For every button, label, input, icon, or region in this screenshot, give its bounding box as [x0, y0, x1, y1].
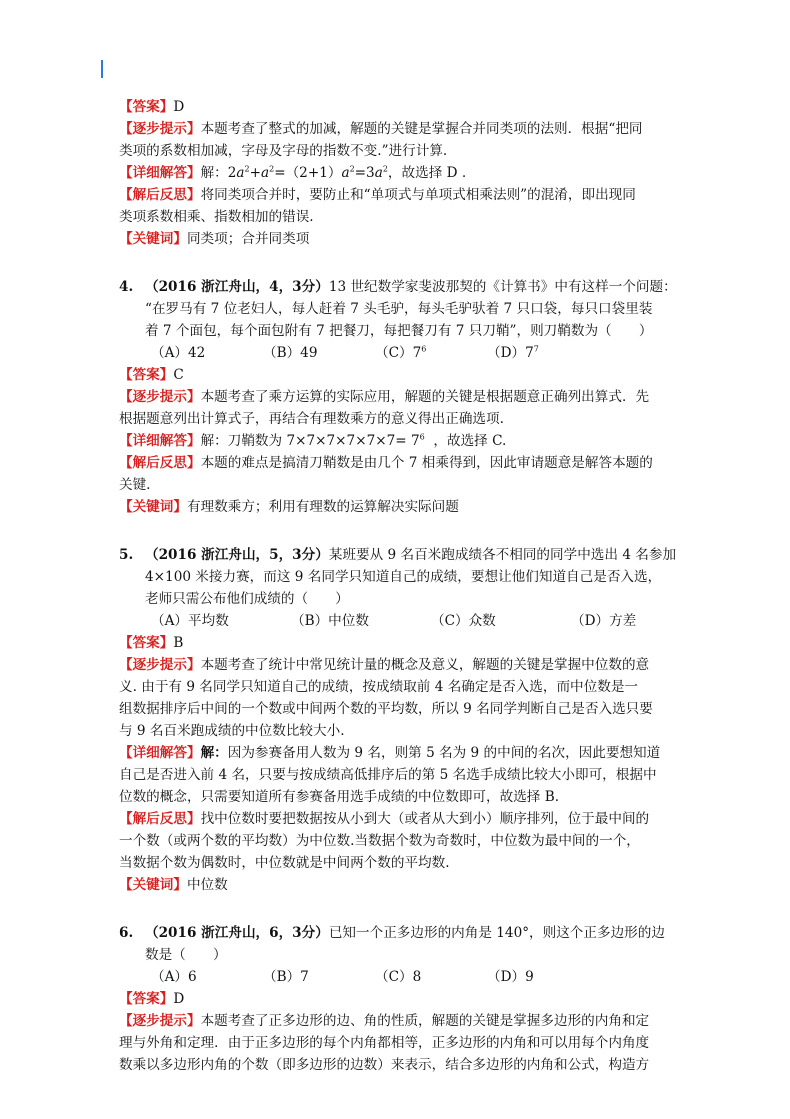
q5-source: （2016 浙江舟山，5，3分） — [145, 547, 329, 563]
q3-answer-line — [119, 96, 679, 118]
q6-source: （2016 浙江舟山，6，3分） — [145, 925, 329, 941]
q4-source: （2016 浙江舟山，4，3分） — [145, 279, 329, 295]
q3-hint-text: 本题考查了整式的加减，解题的关键是掌握合并同类项的法则．根据“把同 — [200, 121, 643, 137]
q6-hint-line-3: 数乘以多边形内角的个数（即多边形的边数）来表示，结合多边形的内角和公式，构造方 — [119, 1057, 650, 1073]
q5-hint-line-3: 组数据排序后中间的一个数或中间两个数的平均数，所以 9 名同学判断自己是否入选只要 — [119, 701, 653, 717]
text-cursor-marker — [101, 60, 103, 78]
q4-hint-line: 【逐步提示】本题考查了乘方运算的实际应用，解题的关键是根据题意正确列出算式．先 — [119, 389, 650, 405]
q3-detail-line: 【详细解答】解：$2a^2+a^2=(2+1)a^2=3a^2$，故选择 D . — [119, 164, 467, 181]
q5-reflect-line-3: 当数据个数为偶数时，中位数就是中间两个数的平均数. — [119, 855, 450, 871]
q3-reflect-line: 【解后反思】将同类项合并时，要防止和“单项式与单项式相乘法则”的混淆，即出现同 — [119, 187, 636, 203]
q5-option-b: （B）中位数 — [291, 613, 369, 629]
hint-label: 【逐步提示】 — [119, 121, 201, 137]
q3-hint-line-2: 类项的系数相加减，字母及字母的指数不变.”进行计算. — [119, 143, 448, 159]
q4-stem-line-2: “在罗马有 7 位老妇人，每人赶着 7 头毛驴，每头毛驴驮着 7 只口袋，每只口袋里装 — [145, 301, 653, 317]
q5-stem-line: 5. （2016 浙江舟山，5，3分）某班要从 9 名百米跑成绩各不相同的同学中选出 4 名参加 — [119, 544, 679, 566]
q4-reflect-line: 【解后反思】本题的难点是搞清刀鞘数是由几个 7 相乘得到，因此审请题意是解答本题的 — [119, 455, 653, 471]
keyword-label: 【关键词】 — [119, 231, 187, 247]
q3-answer: D — [173, 99, 185, 115]
detail-label: 【详细解答】 — [119, 165, 201, 181]
q4-stem-line-3: 着 7 个面包，每个面包附有 7 把餐刀，每把餐刀有 7 只刀鞘”，则刀鞘数为（ ） — [145, 323, 653, 339]
q5-answer-line: 【答案】B — [119, 635, 184, 651]
q5-hint-line: 【逐步提示】本题考查了统计中常见统计量的概念及意义，解题的关键是掌握中位数的意 — [119, 657, 650, 673]
q4-option-d: $(D)7^7$ — [487, 344, 539, 361]
q5-option-c: （C）众数 — [431, 613, 496, 629]
q5-keyword-line: 【关键词】中位数 — [119, 877, 228, 893]
q4-answer-line: 【答案】C — [119, 367, 184, 383]
q6-hint-line-2: 理与外角和定理．由于正多边形的每个内角都相等，正多边形的内角和可以用每个内角度 — [119, 1035, 650, 1051]
q6-option-b: （B）7 — [263, 969, 309, 985]
q4-hint-line-2: 根据题意列出计算式子，再结合有理数乘方的意义得出正确选项. — [119, 411, 504, 427]
q5-hint-line-4: 与 9 名百米跑成绩的中位数比较大小. — [119, 723, 345, 739]
q4-number: 4. — [119, 279, 134, 295]
q6-answer-line: 【答案】D — [119, 991, 185, 1007]
q5-options — [119, 610, 679, 632]
q4-option-c: $(C)7^6$ — [375, 344, 427, 361]
q4-option-a: （A）42 — [151, 345, 206, 361]
q4-detail-line: 【详细解答】解：刀鞘数为 $7\times 7\times 7\times 7\times 7\times 7= 7^6$ ，故选择 C. — [119, 432, 507, 449]
q4-options — [119, 342, 679, 364]
solution-content — [119, 96, 679, 1076]
q6-stem-line-2: 数是（ ） — [145, 947, 227, 963]
q5-option-d: （D）方差 — [571, 613, 637, 629]
q3-keyword-line: 【关键词】同类项；合并同类项 — [119, 231, 310, 247]
q4-reflect-line-2: 关键. — [119, 477, 151, 493]
q6-stem-line: 6. （2016 浙江舟山，6，3分）已知一个正多边形的内角是 140°，则这个正多边形的边 — [119, 922, 679, 944]
q5-stem-line-3: 老师只需公布他们成绩的（ ） — [145, 591, 349, 607]
q5-answer: B — [173, 635, 184, 651]
q6-options — [119, 966, 679, 988]
q3-hint-line — [119, 118, 679, 140]
q4-keyword-line: 【关键词】有理数乘方；利用有理数的运算解决实际问题 — [119, 499, 459, 515]
q5-detail-line-3: 位数的概念，只需要知道所有参赛备用选手成绩的中位数即可，故选择 B. — [119, 789, 560, 805]
q6-hint-line: 【逐步提示】本题考查了正多边形的边、角的性质，解题的关键是掌握多边形的内角和定 — [119, 1013, 650, 1029]
q4-stem-line: 4. （2016 浙江舟山，4，3分）13 世纪数学家斐波那契的《计算书》中有这样一个问题： — [119, 276, 679, 298]
q3-reflect-line-2: 类项系数相乘、指数相加的错误. — [119, 209, 314, 225]
q5-stem-line-2: 4×100 米接力赛，而这 9 名同学只知道自己的成绩，要想让他们知道自己是否入选， — [145, 569, 662, 585]
q5-detail-line: 【详细解答】解：因为参赛备用人数为 9 名，则第 5 名为 9 的中间的名次，因此要想知道 — [119, 745, 661, 761]
q4-answer: C — [173, 367, 184, 383]
q4-option-b: （B）49 — [263, 345, 318, 361]
q6-option-a: （A）6 — [151, 969, 197, 985]
q5-number: 5. — [119, 547, 134, 563]
reflect-label: 【解后反思】 — [119, 187, 201, 203]
q6-number: 6. — [119, 925, 134, 941]
q5-hint-line-2: 义. 由于有 9 名同学只知道自己的成绩，按成绩取前 4 名确定是否入选，而中位数是一 — [119, 679, 639, 695]
q6-option-c: （C）8 — [375, 969, 422, 985]
q6-answer: D — [173, 991, 185, 1007]
q5-option-a: （A）平均数 — [151, 613, 229, 629]
q6-option-d: （D）9 — [487, 969, 534, 985]
q5-reflect-line-2: 一个数（或两个数的平均数）为中位数.当数据个数为奇数时，中位数为最中间的一个， — [119, 833, 640, 849]
q5-reflect-line: 【解后反思】找中位数时要把数据按从小到大（或者从大到小）顺序排列，位于最中间的 — [119, 811, 650, 827]
q5-detail-line-2: 自己是否进入前 4 名，只要与按成绩高低排序后的第 5 名选手成绩比较大小即可，根据中 — [119, 767, 657, 783]
answer-label: 【答案】 — [119, 99, 174, 115]
